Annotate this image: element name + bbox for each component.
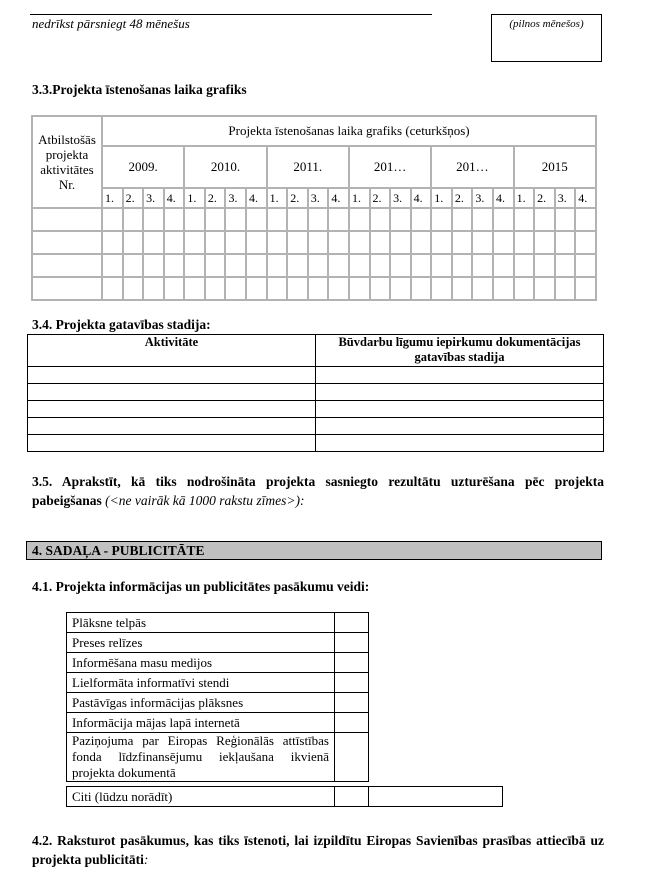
schedule-cell[interactable] (472, 231, 493, 254)
section-4-2-prompt: 4.2. Raksturot pasākumus, kas tiks īstenoti, lai izpildītu Eiropas Savienības prasības attiecībā uz projekta publicitāti: (32, 833, 604, 867)
schedule-cell[interactable] (555, 277, 576, 300)
schedule-cell[interactable] (534, 277, 555, 300)
publicity-measure-checkbox[interactable] (335, 633, 369, 653)
schedule-cell[interactable] (431, 208, 452, 231)
schedule-cell[interactable] (32, 231, 102, 254)
schedule-cell[interactable] (514, 277, 535, 300)
schedule-cell[interactable] (370, 231, 391, 254)
schedule-cell[interactable] (575, 208, 596, 231)
readiness-cell[interactable] (28, 367, 316, 384)
section-4-header: 4. SADAĻA - PUBLICITĀTE (26, 541, 602, 560)
quarter-header: 4. (411, 188, 432, 208)
schedule-cell[interactable] (102, 231, 123, 254)
schedule-cell[interactable] (328, 254, 349, 277)
readiness-cell[interactable] (316, 418, 604, 435)
schedule-cell[interactable] (246, 231, 267, 254)
publicity-measure-label: Lielformāta informatīvi stendi (67, 673, 335, 693)
readiness-cell[interactable] (28, 418, 316, 435)
schedule-cell[interactable] (164, 277, 185, 300)
schedule-cell[interactable] (411, 231, 432, 254)
other-measures-checkbox[interactable] (335, 787, 369, 807)
schedule-cell[interactable] (123, 254, 144, 277)
readiness-cell[interactable] (316, 435, 604, 452)
schedule-row (32, 277, 596, 300)
activity-column-header: Aktivitāte (28, 335, 316, 367)
schedule-cell[interactable] (493, 254, 514, 277)
schedule-cell[interactable] (370, 254, 391, 277)
quarter-header: 4. (246, 188, 267, 208)
months-label: (pilnos mēnešos) (509, 18, 584, 30)
schedule-cell[interactable] (205, 254, 226, 277)
publicity-row (67, 633, 369, 653)
publicity-row (67, 673, 369, 693)
schedule-cell[interactable] (246, 208, 267, 231)
schedule-cell[interactable] (123, 231, 144, 254)
activity-number-header: Atbilstošās projekta aktivitātes Nr. (32, 116, 102, 208)
quarter-header: 2. (205, 188, 226, 208)
schedule-cell[interactable] (472, 254, 493, 277)
schedule-cell[interactable] (555, 208, 576, 231)
schedule-cell[interactable] (370, 208, 391, 231)
year-header: 201… (349, 146, 431, 188)
schedule-cell[interactable] (534, 208, 555, 231)
readiness-column-header: Būvdarbu līgumu iepirkumu dokumentācijas gatavības stadija (316, 335, 604, 367)
quarter-header: 4. (493, 188, 514, 208)
schedule-cell[interactable] (349, 277, 370, 300)
schedule-cell[interactable] (143, 254, 164, 277)
schedule-cell[interactable] (205, 231, 226, 254)
schedule-cell[interactable] (123, 277, 144, 300)
schedule-cell[interactable] (431, 277, 452, 300)
publicity-row (67, 733, 369, 782)
schedule-cell[interactable] (225, 277, 246, 300)
year-header: 2010. (184, 146, 266, 188)
schedule-cell[interactable] (575, 231, 596, 254)
schedule-cell[interactable] (287, 277, 308, 300)
schedule-title: Projekta īstenošanas laika grafiks (ceturkšņos) (102, 116, 596, 146)
schedule-cell[interactable] (390, 277, 411, 300)
readiness-row (28, 384, 604, 401)
publicity-measure-label: Informācija mājas lapā internetā (67, 713, 335, 733)
publicity-measure-label: Informēšana masu medijos (67, 653, 335, 673)
schedule-row (32, 231, 596, 254)
schedule-cell[interactable] (164, 208, 185, 231)
readiness-row (28, 401, 604, 418)
schedule-cell[interactable] (534, 254, 555, 277)
schedule-cell[interactable] (308, 254, 329, 277)
schedule-cell[interactable] (431, 254, 452, 277)
readiness-row (28, 418, 604, 435)
readiness-cell[interactable] (28, 435, 316, 452)
schedule-cell[interactable] (349, 208, 370, 231)
schedule-cell[interactable] (514, 231, 535, 254)
quarter-header: 2. (287, 188, 308, 208)
publicity-measure-checkbox[interactable] (335, 713, 369, 733)
schedule-cell[interactable] (143, 208, 164, 231)
quarter-header: 3. (390, 188, 411, 208)
quarter-header: 3. (308, 188, 329, 208)
publicity-measure-label: Plāksne telpās (67, 613, 335, 633)
readiness-row (28, 367, 604, 384)
quarter-header: 1. (431, 188, 452, 208)
schedule-cell[interactable] (514, 254, 535, 277)
publicity-measure-checkbox[interactable] (335, 613, 369, 633)
schedule-row (32, 208, 596, 231)
schedule-cell[interactable] (493, 277, 514, 300)
schedule-cell[interactable] (143, 277, 164, 300)
quarter-header: 3. (143, 188, 164, 208)
schedule-cell[interactable] (575, 254, 596, 277)
publicity-measure-label: Preses relīzes (67, 633, 335, 653)
schedule-cell[interactable] (390, 231, 411, 254)
schedule-cell[interactable] (555, 254, 576, 277)
schedule-cell[interactable] (328, 208, 349, 231)
schedule-cell[interactable] (287, 208, 308, 231)
quarter-header: 1. (349, 188, 370, 208)
schedule-cell[interactable] (349, 254, 370, 277)
schedule-cell[interactable] (184, 208, 205, 231)
schedule-cell[interactable] (225, 231, 246, 254)
schedule-cell[interactable] (493, 231, 514, 254)
section-4-1-heading: 4.1. Projekta informācijas un publicitātes pasākumu veidi: (32, 579, 370, 594)
publicity-measure-checkbox[interactable] (335, 693, 369, 713)
schedule-cell[interactable] (308, 208, 329, 231)
schedule-cell[interactable] (32, 277, 102, 300)
schedule-cell[interactable] (123, 208, 144, 231)
schedule-cell[interactable] (32, 208, 102, 231)
schedule-cell[interactable] (534, 231, 555, 254)
schedule-cell[interactable] (452, 254, 473, 277)
schedule-cell[interactable] (452, 231, 473, 254)
schedule-cell[interactable] (452, 208, 473, 231)
schedule-cell[interactable] (102, 277, 123, 300)
schedule-cell[interactable] (287, 254, 308, 277)
schedule-cell[interactable] (267, 277, 288, 300)
publicity-measures-table (66, 612, 369, 782)
schedule-cell[interactable] (267, 231, 288, 254)
quarter-header: 2. (452, 188, 473, 208)
quarter-header: 2. (123, 188, 144, 208)
year-row (32, 146, 596, 188)
publicity-measure-checkbox[interactable] (335, 733, 369, 782)
schedule-cell[interactable] (411, 254, 432, 277)
other-measures-row (66, 786, 503, 807)
quarter-header: 3. (472, 188, 493, 208)
readiness-cell[interactable] (316, 401, 604, 418)
schedule-cell[interactable] (143, 231, 164, 254)
publicity-row (67, 653, 369, 673)
schedule-cell[interactable] (411, 208, 432, 231)
publicity-measure-label: Pastāvīgas informācijas plāksnes (67, 693, 335, 713)
publicity-row (67, 613, 369, 633)
schedule-cell[interactable] (328, 231, 349, 254)
quarter-header: 1. (514, 188, 535, 208)
schedule-cell[interactable] (164, 254, 185, 277)
other-measures-input[interactable] (369, 787, 503, 807)
publicity-measure-checkbox[interactable] (335, 673, 369, 693)
publicity-measure-label: Paziņojuma par Eiropas Reģionālās attīstības fonda līdzfinansējumu iekļaušana ikvienā projekta dokumentā (67, 733, 335, 782)
schedule-cell[interactable] (472, 277, 493, 300)
schedule-cell[interactable] (328, 277, 349, 300)
schedule-cell[interactable] (205, 208, 226, 231)
publicity-measure-checkbox[interactable] (335, 653, 369, 673)
section-3-4-heading: 3.4. Projekta gatavības stadija: (32, 317, 211, 332)
schedule-cell[interactable] (102, 254, 123, 277)
readiness-cell[interactable] (28, 401, 316, 418)
publicity-row (67, 713, 369, 733)
schedule-cell[interactable] (287, 231, 308, 254)
section-3-5-prompt: 3.5. Aprakstīt, kā tiks nodrošināta projekta sasniegto rezultātu uzturēšana pēc projekta pabeigšanas (<ne vairāk kā 1000 rakstu zīmes>): (32, 474, 604, 508)
quarter-row (32, 188, 596, 208)
schedule-table (31, 115, 597, 301)
schedule-cell[interactable] (225, 254, 246, 277)
schedule-cell[interactable] (32, 254, 102, 277)
schedule-cell[interactable] (431, 231, 452, 254)
readiness-row (28, 435, 604, 452)
quarter-header: 4. (164, 188, 185, 208)
section-3-3-heading: 3.3.Projekta īstenošanas laika grafiks (32, 82, 247, 97)
quarter-header: 3. (225, 188, 246, 208)
schedule-cell[interactable] (246, 277, 267, 300)
schedule-cell[interactable] (102, 208, 123, 231)
schedule-cell[interactable] (308, 231, 329, 254)
schedule-cell[interactable] (164, 231, 185, 254)
quarter-header: 1. (184, 188, 205, 208)
duration-note: nedrīkst pārsniegt 48 mēnešus (32, 16, 190, 31)
months-input-box[interactable] (491, 14, 602, 62)
schedule-cell[interactable] (205, 277, 226, 300)
year-header: 201… (431, 146, 513, 188)
schedule-cell[interactable] (267, 254, 288, 277)
schedule-cell[interactable] (246, 254, 267, 277)
signature-line (30, 14, 432, 15)
quarter-header: 4. (575, 188, 596, 208)
schedule-cell[interactable] (267, 208, 288, 231)
readiness-cell[interactable] (28, 384, 316, 401)
readiness-cell[interactable] (316, 384, 604, 401)
other-measures-label: Citi (lūdzu norādīt) (67, 787, 335, 807)
schedule-cell[interactable] (184, 231, 205, 254)
quarter-header: 2. (370, 188, 391, 208)
schedule-cell[interactable] (390, 254, 411, 277)
year-header: 2015 (514, 146, 596, 188)
schedule-row (32, 254, 596, 277)
schedule-cell[interactable] (184, 254, 205, 277)
schedule-cell[interactable] (308, 277, 329, 300)
quarter-header: 4. (328, 188, 349, 208)
quarter-header: 1. (102, 188, 123, 208)
year-header: 2011. (267, 146, 349, 188)
readiness-table (27, 334, 604, 452)
readiness-cell[interactable] (316, 367, 604, 384)
quarter-header: 2. (534, 188, 555, 208)
schedule-cell[interactable] (555, 231, 576, 254)
publicity-row (67, 693, 369, 713)
schedule-cell[interactable] (349, 231, 370, 254)
quarter-header: 1. (267, 188, 288, 208)
schedule-cell[interactable] (225, 208, 246, 231)
schedule-cell[interactable] (370, 277, 391, 300)
schedule-cell[interactable] (390, 208, 411, 231)
schedule-cell[interactable] (452, 277, 473, 300)
schedule-cell[interactable] (472, 208, 493, 231)
year-header: 2009. (102, 146, 184, 188)
schedule-cell[interactable] (493, 208, 514, 231)
schedule-cell[interactable] (411, 277, 432, 300)
schedule-cell[interactable] (514, 208, 535, 231)
character-limit-hint: (<ne vairāk kā 1000 rakstu zīmes>) (105, 493, 300, 508)
schedule-cell[interactable] (184, 277, 205, 300)
schedule-cell[interactable] (575, 277, 596, 300)
schedule-body (32, 208, 596, 300)
quarter-header: 3. (555, 188, 576, 208)
